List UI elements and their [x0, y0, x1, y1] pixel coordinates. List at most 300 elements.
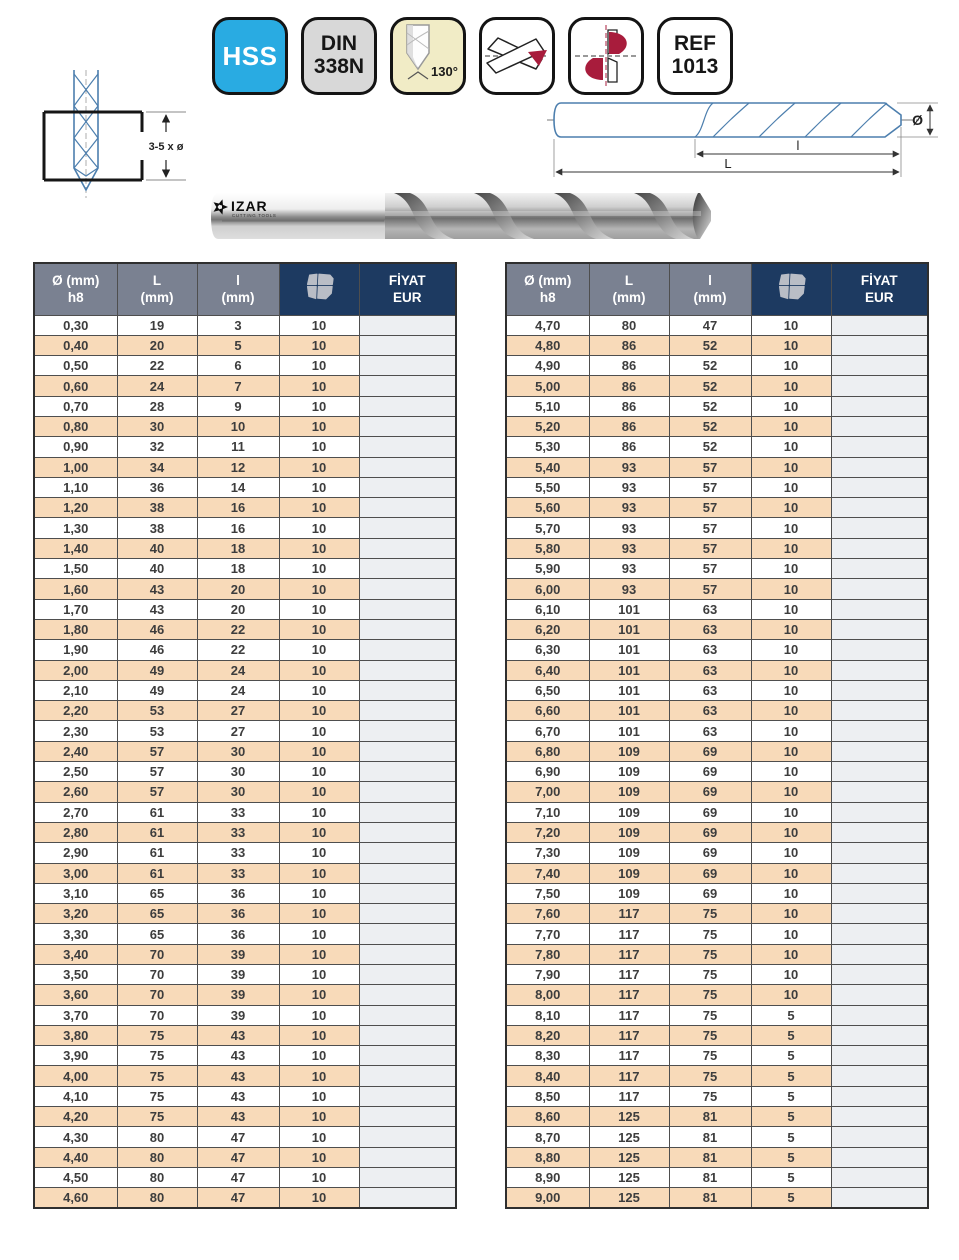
flute-length-cell: 69	[669, 782, 751, 802]
flute-length-cell: 69	[669, 883, 751, 903]
pack-qty-cell: 10	[279, 1107, 359, 1127]
diameter-cell: 1,90	[34, 640, 117, 660]
diameter-cell: 0,80	[34, 416, 117, 436]
diameter-cell: 8,90	[506, 1167, 589, 1187]
pack-qty-cell: 10	[279, 762, 359, 782]
diameter-cell: 0,50	[34, 356, 117, 376]
flute-length-cell: 7	[197, 376, 279, 396]
total-length-cell: 19	[117, 315, 197, 335]
table-row	[34, 356, 456, 376]
spec-table-left	[33, 262, 457, 1209]
badge-point-angle	[390, 17, 466, 95]
table-row	[34, 538, 456, 558]
price-cell	[831, 1107, 928, 1127]
price-cell	[359, 721, 456, 741]
diameter-cell: 4,00	[34, 1066, 117, 1086]
total-length-cell: 93	[589, 579, 669, 599]
flute-length-cell: 43	[197, 1025, 279, 1045]
pack-qty-cell: 10	[751, 457, 831, 477]
total-length-cell: 70	[117, 944, 197, 964]
pack-qty-cell: 10	[751, 498, 831, 518]
diameter-cell: 8,50	[506, 1086, 589, 1106]
total-length-cell: 53	[117, 721, 197, 741]
total-length-cell: 70	[117, 985, 197, 1005]
diameter-cell: 4,20	[34, 1107, 117, 1127]
diameter-cell: 8,30	[506, 1046, 589, 1066]
diameter-cell: 7,80	[506, 944, 589, 964]
flute-length-cell: 30	[197, 741, 279, 761]
table-row	[34, 498, 456, 518]
diameter-cell: 2,20	[34, 701, 117, 721]
table-row	[34, 944, 456, 964]
price-cell	[359, 1066, 456, 1086]
flute-length-cell: 52	[669, 416, 751, 436]
pack-qty-cell: 10	[279, 437, 359, 457]
price-cell	[359, 1167, 456, 1187]
pack-qty-cell: 10	[751, 477, 831, 497]
price-cell	[359, 1147, 456, 1167]
flute-length-cell: 39	[197, 944, 279, 964]
flute-length-cell: 33	[197, 843, 279, 863]
total-length-cell: 86	[589, 396, 669, 416]
pack-qty-cell: 10	[279, 1188, 359, 1208]
table-row	[506, 843, 928, 863]
table-row	[34, 904, 456, 924]
pack-qty-cell: 10	[279, 1147, 359, 1167]
pack-qty-cell: 10	[751, 599, 831, 619]
pack-qty-cell: 10	[751, 335, 831, 355]
total-length-cell: 117	[589, 1046, 669, 1066]
table-row	[34, 579, 456, 599]
price-cell	[831, 437, 928, 457]
flute-length-cell: 75	[669, 944, 751, 964]
flute-length-cell: 57	[669, 559, 751, 579]
total-length-cell: 117	[589, 1086, 669, 1106]
table-row	[506, 498, 928, 518]
total-length-cell: 36	[117, 477, 197, 497]
table-row	[34, 822, 456, 842]
table-row	[506, 680, 928, 700]
total-length-cell: 101	[589, 619, 669, 639]
dimensioned-drawing	[545, 90, 947, 182]
total-length-cell: 93	[589, 477, 669, 497]
total-length-cell: 75	[117, 1066, 197, 1086]
flute-length-cell: 52	[669, 396, 751, 416]
pack-qty-cell: 10	[279, 599, 359, 619]
diameter-cell: 6,30	[506, 640, 589, 660]
table-row	[506, 599, 928, 619]
price-cell	[831, 1188, 928, 1208]
pack-qty-cell: 10	[279, 1046, 359, 1066]
flute-length-cell: 52	[669, 356, 751, 376]
diameter-cell: 7,00	[506, 782, 589, 802]
flute-length-cell: 75	[669, 924, 751, 944]
price-cell	[359, 701, 456, 721]
flute-length-cell: 39	[197, 985, 279, 1005]
price-cell	[359, 640, 456, 660]
diameter-cell: 5,40	[506, 457, 589, 477]
table-row	[34, 985, 456, 1005]
diameter-cell: 8,00	[506, 985, 589, 1005]
total-length-cell: 117	[589, 1066, 669, 1086]
flute-length-cell: 57	[669, 518, 751, 538]
pack-qty-cell: 10	[751, 721, 831, 741]
total-length-cell: 43	[117, 599, 197, 619]
price-cell	[831, 498, 928, 518]
pack-qty-cell: 10	[279, 477, 359, 497]
price-cell	[831, 1167, 928, 1187]
total-length-cell: 93	[589, 518, 669, 538]
table-row	[34, 518, 456, 538]
pack-qty-cell: 10	[279, 965, 359, 985]
total-length-cell: 24	[117, 376, 197, 396]
pack-qty-cell: 10	[279, 1025, 359, 1045]
total-length-cell: 93	[589, 538, 669, 558]
total-length-cell: 117	[589, 985, 669, 1005]
price-cell	[831, 579, 928, 599]
total-length-cell: 125	[589, 1167, 669, 1187]
flute-length-cell: 52	[669, 376, 751, 396]
diameter-cell: 1,20	[34, 498, 117, 518]
pack-qty-cell: 10	[751, 822, 831, 842]
pack-qty-cell: 10	[279, 538, 359, 558]
table-row	[34, 924, 456, 944]
total-length-cell: 93	[589, 457, 669, 477]
price-cell	[831, 1046, 928, 1066]
price-cell	[359, 416, 456, 436]
table-row	[34, 1005, 456, 1025]
diameter-cell: 2,90	[34, 843, 117, 863]
flute-length-cell: 57	[669, 538, 751, 558]
price-cell	[831, 904, 928, 924]
flute-length-cell: 36	[197, 904, 279, 924]
price-cell	[359, 619, 456, 639]
diameter-cell: 6,80	[506, 741, 589, 761]
price-cell	[831, 701, 928, 721]
total-length-cell: 125	[589, 1188, 669, 1208]
total-length-cell: 125	[589, 1147, 669, 1167]
table-row	[506, 356, 928, 376]
flute-length-cell: 9	[197, 396, 279, 416]
total-length-cell: 80	[117, 1188, 197, 1208]
price-cell	[831, 1005, 928, 1025]
flute-length-cell: 47	[197, 1188, 279, 1208]
total-length-cell: 57	[117, 782, 197, 802]
flute-length-cell: 52	[669, 437, 751, 457]
price-header: FİYAT EUR	[831, 263, 928, 315]
flute-length-cell: 69	[669, 822, 751, 842]
price-cell	[831, 1025, 928, 1045]
pack-qty-cell: 10	[279, 376, 359, 396]
flute-length-cell: 69	[669, 863, 751, 883]
price-cell	[831, 1066, 928, 1086]
flute-length-cell: 18	[197, 559, 279, 579]
diameter-cell: 6,60	[506, 701, 589, 721]
table-row	[34, 457, 456, 477]
total-length-cell: 117	[589, 1005, 669, 1025]
pack-qty-cell: 10	[279, 843, 359, 863]
pack-qty-header	[751, 263, 831, 315]
flute-length-header: l (mm)	[669, 263, 751, 315]
pack-qty-cell: 10	[279, 356, 359, 376]
pack-qty-cell: 10	[279, 802, 359, 822]
table-body	[506, 315, 928, 1208]
pack-qty-cell: 10	[279, 315, 359, 335]
total-length-cell: 101	[589, 640, 669, 660]
total-length-cell: 93	[589, 559, 669, 579]
total-length-cell: 34	[117, 457, 197, 477]
flute-length-cell: 39	[197, 1005, 279, 1025]
diameter-cell: 8,70	[506, 1127, 589, 1147]
flute-length-cell: 6	[197, 356, 279, 376]
table-row	[34, 559, 456, 579]
diameter-cell: 1,60	[34, 579, 117, 599]
price-cell	[831, 741, 928, 761]
total-length-cell: 125	[589, 1127, 669, 1147]
price-cell	[359, 579, 456, 599]
flute-length-cell: 39	[197, 965, 279, 985]
pack-qty-cell: 10	[279, 883, 359, 903]
pack-qty-cell: 10	[751, 437, 831, 457]
diameter-cell: 6,20	[506, 619, 589, 639]
flute-length-cell: 33	[197, 822, 279, 842]
flute-length-cell: 81	[669, 1147, 751, 1167]
total-length-cell: 61	[117, 843, 197, 863]
diameter-cell: 5,00	[506, 376, 589, 396]
table-row	[506, 1107, 928, 1127]
flute-length-cell: 30	[197, 782, 279, 802]
table-row	[506, 457, 928, 477]
table-row	[506, 782, 928, 802]
pack-qty-cell: 10	[279, 924, 359, 944]
highlight	[385, 211, 701, 216]
table-row	[34, 1147, 456, 1167]
total-length-cell: 109	[589, 762, 669, 782]
table-row	[34, 741, 456, 761]
table-row	[34, 701, 456, 721]
total-length-cell: 61	[117, 802, 197, 822]
diameter-cell: 5,80	[506, 538, 589, 558]
flute-length-cell: 63	[669, 680, 751, 700]
diameter-cell: 0,70	[34, 396, 117, 416]
brand-subtitle: CUTTING TOOLS	[232, 213, 277, 218]
pack-qty-cell: 10	[751, 579, 831, 599]
total-length-cell: 38	[117, 518, 197, 538]
pack-qty-cell: 5	[751, 1147, 831, 1167]
flute-length-cell: 47	[197, 1127, 279, 1147]
pack-qty-cell: 10	[279, 518, 359, 538]
pack-qty-cell: 10	[279, 457, 359, 477]
price-cell	[359, 985, 456, 1005]
total-length-cell: 101	[589, 721, 669, 741]
total-length-cell: 28	[117, 396, 197, 416]
flute-length-cell: 81	[669, 1107, 751, 1127]
flute-length-cell: 69	[669, 741, 751, 761]
diameter-cell: 4,50	[34, 1167, 117, 1187]
flute-length-cell: 69	[669, 802, 751, 822]
diameter-cell: 4,70	[506, 315, 589, 335]
total-length-cell: 125	[589, 1107, 669, 1127]
table-row	[506, 741, 928, 761]
price-cell	[831, 477, 928, 497]
total-length-cell: 109	[589, 883, 669, 903]
pack-qty-cell: 10	[751, 985, 831, 1005]
flute-length-cell: 14	[197, 477, 279, 497]
table-row	[34, 883, 456, 903]
pack-qty-cell: 5	[751, 1127, 831, 1147]
table-row	[506, 396, 928, 416]
table-row	[506, 538, 928, 558]
table-row	[506, 1005, 928, 1025]
drill-tip-icon	[395, 23, 461, 89]
hss-label: HSS	[222, 40, 278, 71]
depth-label: 3-5 x ø	[148, 141, 184, 153]
diameter-cell: 1,50	[34, 559, 117, 579]
diameter-symbol: Ø	[912, 112, 923, 128]
spec-table-right	[505, 262, 929, 1209]
workpiece-block	[44, 112, 142, 180]
flute-length-cell: 52	[669, 335, 751, 355]
flute-length-cell: 5	[197, 335, 279, 355]
flute-length-cell: 33	[197, 802, 279, 822]
diameter-cell: 2,30	[34, 721, 117, 741]
total-length-cell: 86	[589, 335, 669, 355]
diameter-cell: 7,70	[506, 924, 589, 944]
price-cell	[831, 416, 928, 436]
pack-qty-header	[279, 263, 359, 315]
diameter-cell: 2,60	[34, 782, 117, 802]
din-line2: 338N	[313, 55, 365, 78]
diameter-cell: 1,00	[34, 457, 117, 477]
flute-length-cell: 75	[669, 1025, 751, 1045]
flute-length-cell: 18	[197, 538, 279, 558]
diameter-cell: 3,60	[34, 985, 117, 1005]
pack-qty-cell: 10	[751, 883, 831, 903]
table-row	[506, 1127, 928, 1147]
flute-length-cell: 69	[669, 762, 751, 782]
price-cell	[831, 1127, 928, 1147]
flute-length-cell: 12	[197, 457, 279, 477]
pack-qty-cell: 10	[751, 396, 831, 416]
pack-qty-cell: 10	[751, 619, 831, 639]
pack-qty-cell: 10	[279, 498, 359, 518]
diameter-cell: 7,20	[506, 822, 589, 842]
price-cell	[359, 843, 456, 863]
table-header-row	[34, 263, 456, 315]
price-cell	[359, 660, 456, 680]
table-row	[506, 437, 928, 457]
flute-length-cell: 57	[669, 579, 751, 599]
table-row	[506, 335, 928, 355]
price-cell	[831, 599, 928, 619]
badge-split-point	[568, 17, 644, 95]
diameter-cell: 5,90	[506, 559, 589, 579]
price-cell	[831, 538, 928, 558]
flute-length-cell: 81	[669, 1188, 751, 1208]
diameter-cell: 6,50	[506, 680, 589, 700]
total-length-cell: 38	[117, 498, 197, 518]
pack-qty-cell: 10	[279, 721, 359, 741]
diameter-header: Ø (mm) h8	[506, 263, 589, 315]
shank-shadow-line	[222, 220, 384, 222]
pack-qty-cell: 10	[279, 863, 359, 883]
total-length-cell: 57	[117, 741, 197, 761]
table-row	[506, 985, 928, 1005]
diameter-cell: 0,90	[34, 437, 117, 457]
price-cell	[359, 1127, 456, 1147]
flute-length-cell: 47	[197, 1147, 279, 1167]
table-body	[34, 315, 456, 1208]
table-row	[34, 437, 456, 457]
brand-name: IZAR	[231, 198, 268, 214]
table-row	[506, 559, 928, 579]
diameter-cell: 6,90	[506, 762, 589, 782]
flute-length-cell: 43	[197, 1046, 279, 1066]
split-point-icon	[573, 23, 639, 89]
pack-qty-cell: 10	[279, 660, 359, 680]
flute-length-cell: 24	[197, 660, 279, 680]
price-cell	[359, 457, 456, 477]
pack-qty-cell: 10	[751, 762, 831, 782]
diameter-cell: 0,40	[34, 335, 117, 355]
flute-length-cell: 81	[669, 1167, 751, 1187]
flute-length-cell: 63	[669, 599, 751, 619]
total-length-cell: 86	[589, 376, 669, 396]
total-length-cell: 65	[117, 904, 197, 924]
total-length-cell: 117	[589, 904, 669, 924]
drill-body-outline	[554, 103, 901, 137]
table-row	[506, 660, 928, 680]
pack-qty-cell: 10	[279, 396, 359, 416]
diameter-cell: 1,30	[34, 518, 117, 538]
flute-length-cell: 57	[669, 477, 751, 497]
total-length-cell: 49	[117, 660, 197, 680]
flute-length-cell: 11	[197, 437, 279, 457]
table-row	[506, 518, 928, 538]
table-row	[506, 315, 928, 335]
total-length-cell: 46	[117, 619, 197, 639]
badge-drill-profile	[479, 17, 555, 95]
price-cell	[359, 498, 456, 518]
flute-length-cell: 3	[197, 315, 279, 335]
flute-length-cell: 63	[669, 660, 751, 680]
total-length-cell: 75	[117, 1046, 197, 1066]
flute-length-cell: 43	[197, 1107, 279, 1127]
drilling-depth-diagram	[24, 68, 196, 218]
diameter-cell: 6,00	[506, 579, 589, 599]
table-row	[34, 762, 456, 782]
flute-length-cell: 36	[197, 883, 279, 903]
flute-length-cell: 75	[669, 985, 751, 1005]
table-row	[506, 1086, 928, 1106]
pack-qty-cell: 10	[751, 701, 831, 721]
flute-length-cell: 75	[669, 1046, 751, 1066]
total-length-cell: 109	[589, 843, 669, 863]
total-length-cell: 80	[117, 1127, 197, 1147]
price-cell	[831, 356, 928, 376]
table-row	[506, 579, 928, 599]
table-row	[34, 1107, 456, 1127]
total-length-cell: 101	[589, 701, 669, 721]
diameter-cell: 2,10	[34, 680, 117, 700]
price-cell	[359, 518, 456, 538]
diameter-cell: 7,40	[506, 863, 589, 883]
diameter-cell: 7,30	[506, 843, 589, 863]
price-cell	[831, 762, 928, 782]
price-cell	[831, 985, 928, 1005]
table-header-row	[506, 263, 928, 315]
total-length-cell: 46	[117, 640, 197, 660]
